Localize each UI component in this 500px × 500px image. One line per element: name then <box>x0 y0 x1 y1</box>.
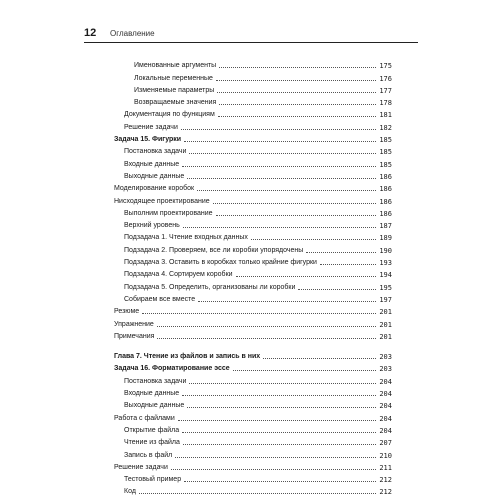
toc-leader-dots <box>218 108 377 117</box>
toc-entry[interactable] <box>114 95 392 107</box>
toc-leader-dots <box>184 473 376 482</box>
toc-entry-page: 195 <box>379 283 392 292</box>
toc-leader-dots <box>216 207 377 216</box>
toc-entry-title: Открытие файла <box>124 426 180 434</box>
toc-entry-page: 185 <box>379 136 392 145</box>
toc-entry-title: Возвращаемые значения <box>134 99 217 107</box>
toc-entry-page: 204 <box>379 390 392 399</box>
toc-entry[interactable] <box>114 144 392 156</box>
toc-leader-dots <box>157 330 376 339</box>
toc-leader-dots <box>157 318 377 327</box>
toc-entry[interactable] <box>114 460 392 472</box>
toc-leader-dots <box>183 219 377 228</box>
toc-entry-page: 203 <box>379 353 392 362</box>
toc-entry[interactable] <box>114 242 392 254</box>
header-rule <box>84 42 418 43</box>
toc-leader-dots <box>320 256 376 265</box>
toc-entry-title: Выполним проектирование <box>124 209 213 217</box>
toc-entry-title: Код <box>124 488 136 496</box>
toc-entry[interactable] <box>114 447 392 459</box>
toc-entry-title: Нисходящее проектирование <box>114 197 210 205</box>
toc-leader-dots <box>139 485 376 494</box>
toc-leader-dots <box>181 121 376 130</box>
toc-entry-page: 186 <box>379 185 392 194</box>
toc-entry-page: 185 <box>379 160 392 169</box>
toc-entry[interactable] <box>114 255 392 267</box>
toc-entry-title: Тестовый пример <box>124 476 182 484</box>
toc-entry-page: 212 <box>379 488 392 497</box>
toc-entry-title: Задача 15. Фигурки <box>114 136 182 144</box>
toc-leader-dots <box>198 293 376 302</box>
toc-entry-page: 193 <box>379 259 392 268</box>
toc-entry-title: Работа с файлами <box>114 414 175 422</box>
toc-entry[interactable] <box>114 292 392 304</box>
toc-leader-dots <box>187 399 376 408</box>
toc-entry-title: Подзадача 1. Чтение входных данных <box>124 234 248 242</box>
toc-entry-title: Чтение из файла <box>124 439 180 447</box>
toc-entry-title: Входные данные <box>124 160 180 168</box>
running-title: Оглавление <box>110 29 155 38</box>
toc-leader-dots <box>183 436 376 445</box>
toc-leader-dots <box>306 244 376 253</box>
toc-entry[interactable] <box>114 193 392 205</box>
toc-leader-dots <box>182 387 376 396</box>
toc-leader-dots <box>219 59 376 68</box>
toc-entry-page: 187 <box>379 222 392 231</box>
toc-entry[interactable] <box>114 435 392 447</box>
toc-entry-page: 186 <box>379 197 392 206</box>
toc-entry[interactable] <box>114 267 392 279</box>
toc-leader-dots <box>217 84 376 93</box>
toc-entry[interactable] <box>114 472 392 484</box>
toc-entry-page: 207 <box>379 439 392 448</box>
toc-entry[interactable] <box>114 361 392 373</box>
toc-entry-page: 175 <box>379 62 392 71</box>
toc-entry[interactable] <box>114 83 392 95</box>
toc-chapter[interactable] <box>114 349 392 361</box>
toc-entry[interactable] <box>114 329 392 341</box>
toc-entry-page: 212 <box>379 476 392 485</box>
toc-entry[interactable] <box>114 279 392 291</box>
toc-leader-dots <box>142 305 376 314</box>
toc-entry-title: Упражнение <box>114 320 154 328</box>
toc-entry[interactable] <box>114 316 392 328</box>
toc-entry[interactable] <box>114 169 392 181</box>
toc-entry-page: 204 <box>379 426 392 435</box>
toc-entry-title: Моделирование коробок <box>114 185 195 193</box>
toc-entry-page: 201 <box>379 320 392 329</box>
toc-entry-title: Изменяемые параметры <box>134 86 215 94</box>
toc-entry-page: 181 <box>379 111 392 120</box>
table-of-contents <box>114 58 392 496</box>
toc-entry-page: 182 <box>379 123 392 132</box>
toc-entry[interactable] <box>114 218 392 230</box>
toc-leader-dots <box>263 350 376 359</box>
toc-entry[interactable] <box>114 386 392 398</box>
toc-leader-dots <box>251 231 376 240</box>
toc-entry-title: Документация по функциям <box>124 111 215 119</box>
toc-entry[interactable] <box>114 181 392 193</box>
toc-entry-title: Подзадача 3. Оставить в коробках только крайние фигурки <box>124 259 317 267</box>
toc-entry-title: Резюме <box>114 308 140 316</box>
toc-entry-title: Подзадача 4. Сортируем коробки <box>124 271 233 279</box>
toc-entry-page: 185 <box>379 148 392 157</box>
toc-entry-page: 204 <box>379 377 392 386</box>
toc-entry-page: 186 <box>379 172 392 181</box>
toc-entry[interactable] <box>114 58 392 70</box>
toc-leader-dots <box>182 158 376 167</box>
page-number: 12 <box>84 27 97 39</box>
toc-entry-page: 177 <box>379 86 392 95</box>
toc-entry-page: 194 <box>379 271 392 280</box>
toc-entry-page: 178 <box>379 99 392 108</box>
toc-leader-dots <box>298 281 376 290</box>
toc-entry-title: Выходные данные <box>124 402 185 410</box>
toc-entry-title: Примечания <box>114 332 155 340</box>
toc-entry-title: Решение задачи <box>114 463 168 471</box>
toc-entry[interactable] <box>114 119 392 131</box>
toc-entry-page: 186 <box>379 209 392 218</box>
toc-entry-title: Входные данные <box>124 390 180 398</box>
toc-entry-page: 201 <box>379 308 392 317</box>
toc-leader-dots <box>189 145 376 154</box>
toc-entry-title: Подзадача 5. Определить, организованы ли коробки <box>124 283 296 291</box>
toc-entry-title: Верхний уровень <box>124 222 180 230</box>
toc-entry-page: 176 <box>379 74 392 83</box>
toc-entry-page: 210 <box>379 451 392 460</box>
toc-entry-title: Запись в файл <box>124 451 173 459</box>
toc-entry-page: 203 <box>379 365 392 374</box>
toc-entry[interactable] <box>114 423 392 435</box>
toc-entry[interactable] <box>114 304 392 316</box>
toc-entry[interactable] <box>114 410 392 422</box>
toc-entry[interactable] <box>114 70 392 82</box>
toc-entry-title: Глава 7. Чтение из файлов и запись в них <box>114 353 261 361</box>
toc-entry[interactable] <box>114 373 392 385</box>
toc-entry-title: Постановка задачи <box>124 377 187 385</box>
toc-entry-title: Выходные данные <box>124 172 185 180</box>
page-header <box>84 27 420 41</box>
toc-entry[interactable] <box>114 206 392 218</box>
toc-leader-dots <box>187 170 376 179</box>
toc-entry[interactable] <box>114 107 392 119</box>
toc-leader-dots <box>216 72 376 81</box>
toc-entry-page: 211 <box>379 463 392 472</box>
toc-entry-title: Задача 16. Форматирование эссе <box>114 365 230 373</box>
toc-entry-page: 197 <box>379 295 392 304</box>
toc-leader-dots <box>175 449 376 458</box>
toc-entry-title: Локальные переменные <box>134 74 213 82</box>
toc-entry-title: Собираем все вместе <box>124 295 196 303</box>
toc-leader-dots <box>219 96 376 105</box>
toc-leader-dots <box>236 268 377 277</box>
toc-entry-title: Именованные аргументы <box>134 62 217 70</box>
toc-entry[interactable] <box>114 398 392 410</box>
toc-entry-page: 189 <box>379 234 392 243</box>
toc-entry[interactable] <box>114 132 392 144</box>
toc-leader-dots <box>171 461 376 470</box>
toc-leader-dots <box>197 182 376 191</box>
toc-entry-title: Постановка задачи <box>124 148 187 156</box>
toc-entry[interactable] <box>114 484 392 496</box>
toc-entry[interactable] <box>114 156 392 168</box>
toc-entry-title: Решение задачи <box>124 123 178 131</box>
toc-entry-title: Подзадача 2. Проверяем, все ли коробки упорядочены <box>124 246 304 254</box>
toc-entry[interactable] <box>114 230 392 242</box>
toc-leader-dots <box>189 375 376 384</box>
toc-leader-dots <box>184 133 376 142</box>
toc-entry-page: 204 <box>379 402 392 411</box>
toc-entry-page: 190 <box>379 246 392 255</box>
toc-leader-dots <box>233 362 377 371</box>
toc-entry-page: 204 <box>379 414 392 423</box>
toc-leader-dots <box>182 424 376 433</box>
toc-entry-page: 201 <box>379 332 392 341</box>
toc-leader-dots <box>178 412 377 421</box>
toc-leader-dots <box>213 195 377 204</box>
toc-gap <box>114 341 392 349</box>
